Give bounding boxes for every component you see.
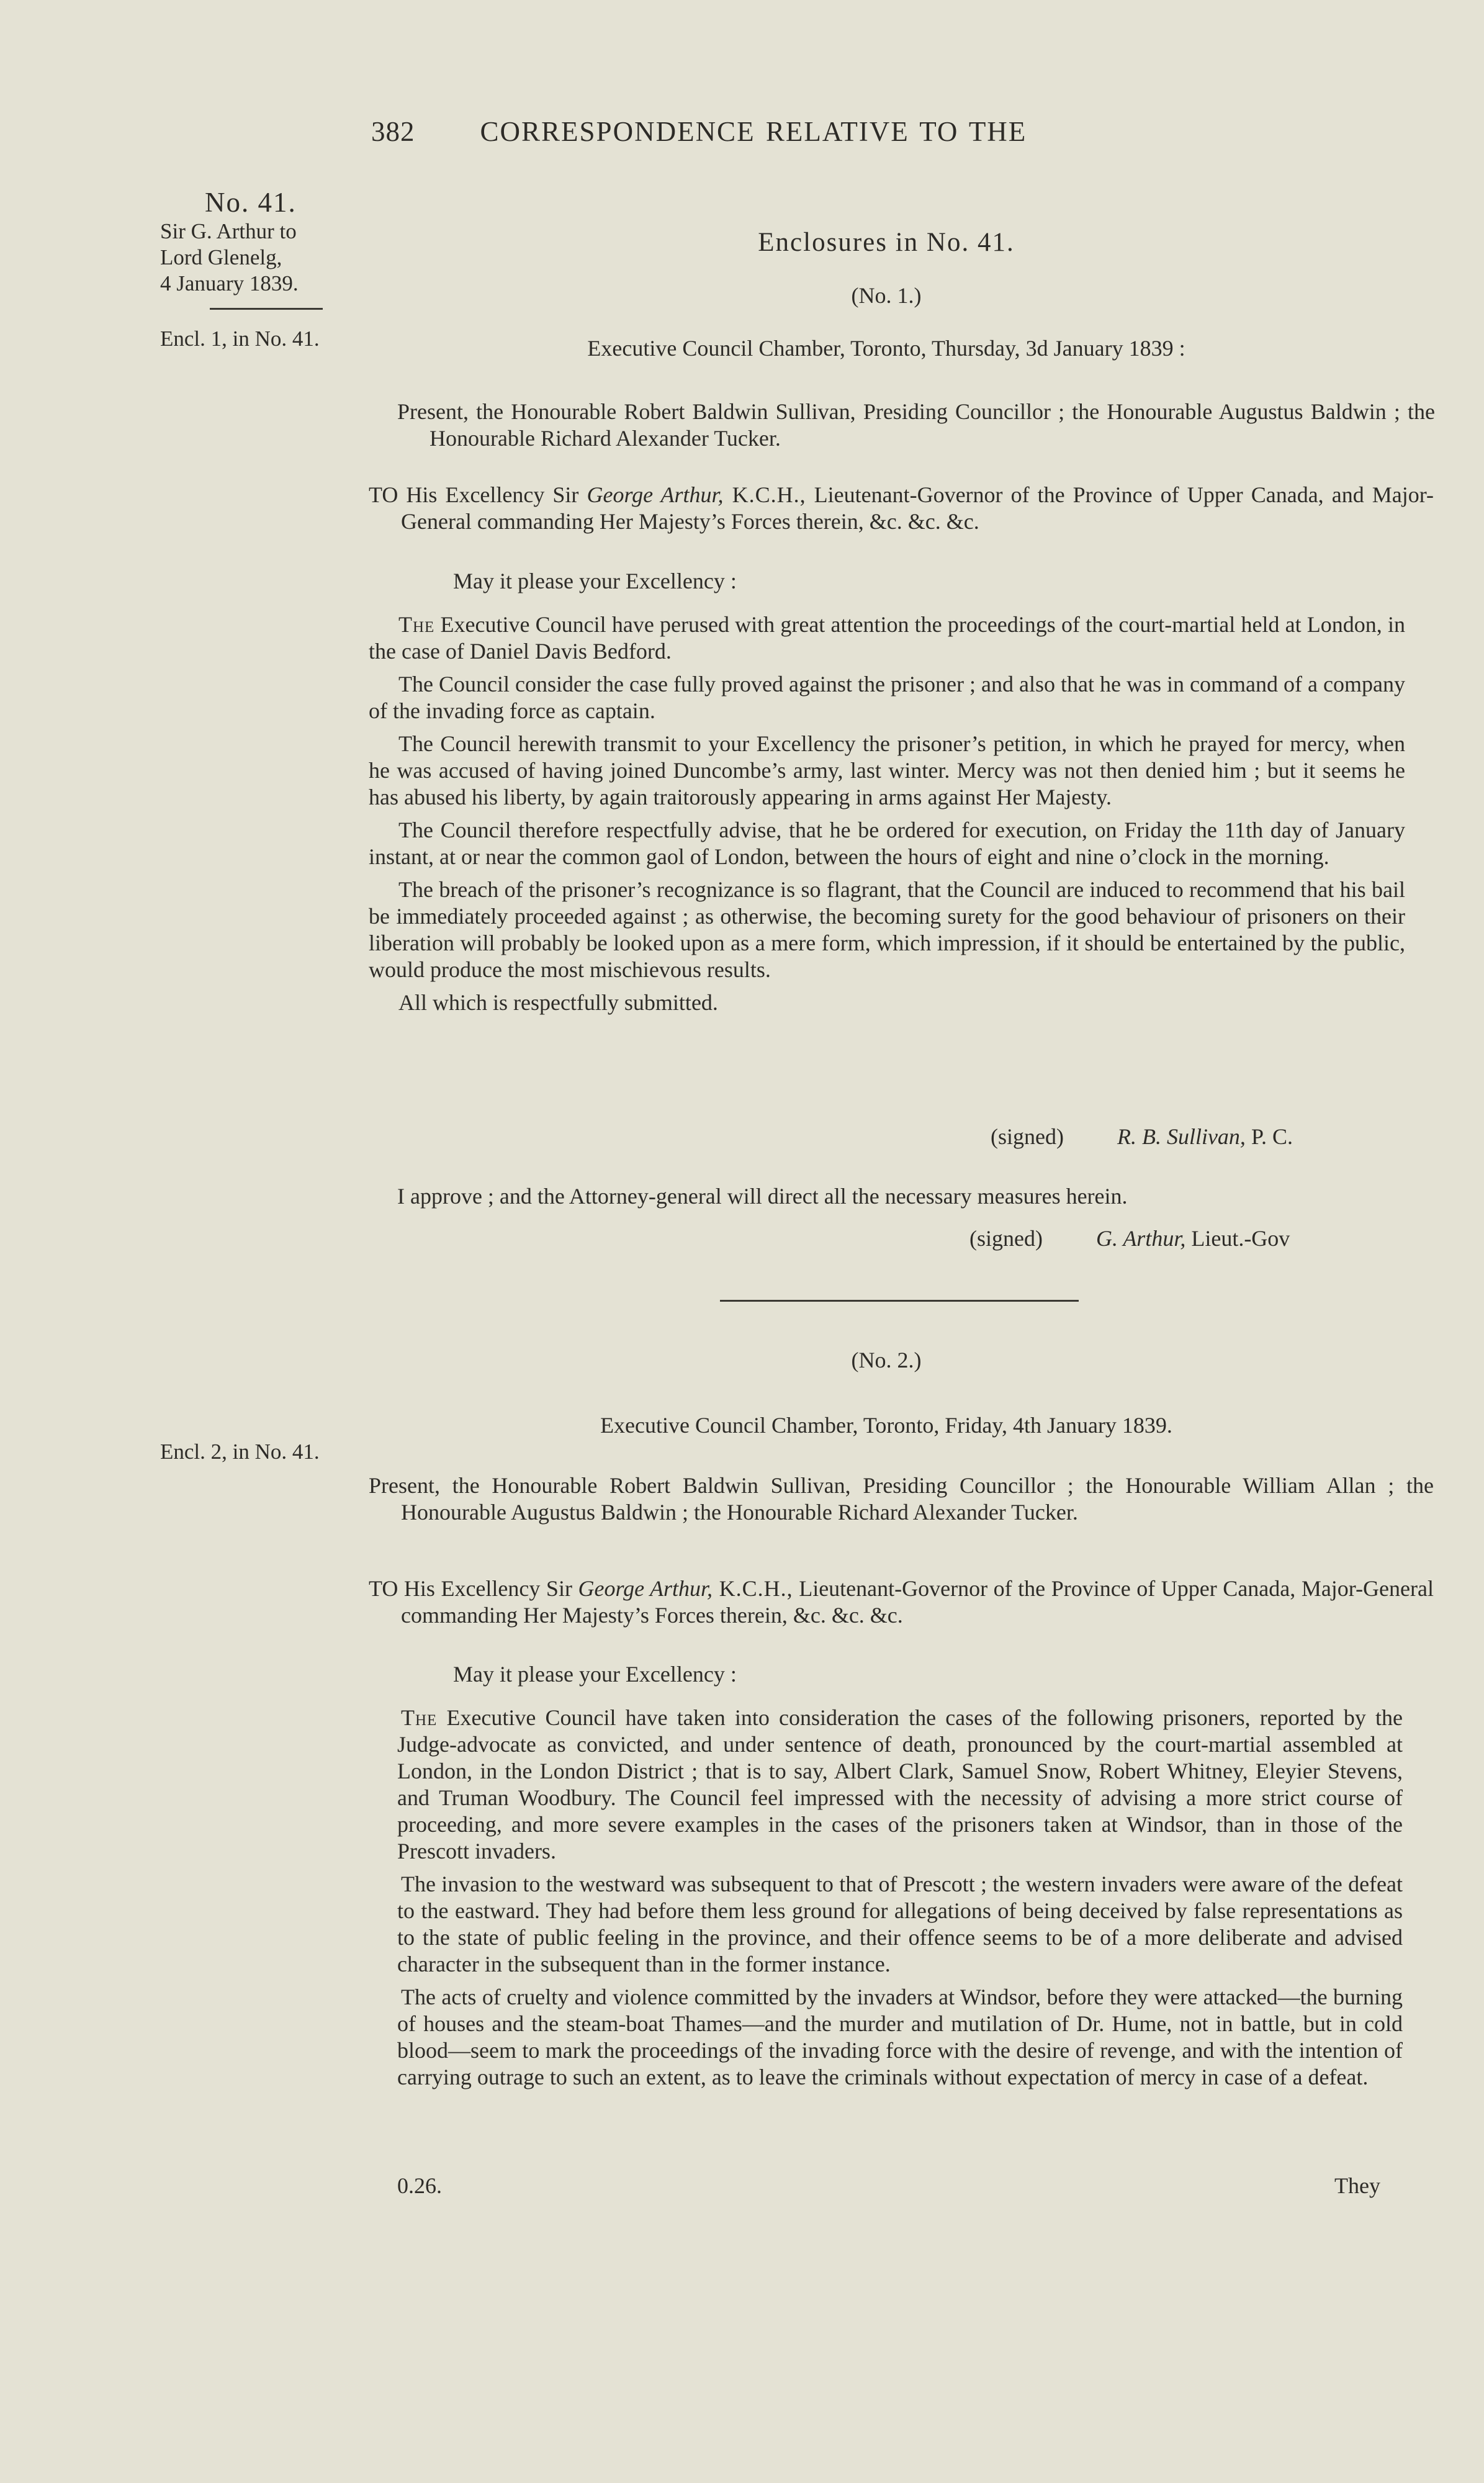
doc2-address-honours: K.C.H., bbox=[713, 1576, 793, 1601]
section-separator bbox=[720, 1300, 1079, 1302]
doc2-p1-text: Executive Council have taken into consideration the cases of the following prisoners, reported by the Judge-advocate as convicted, and under sentence of death, pronounced by the court-martial assembled at London, in the London District ; that is to say, Albert Clark, Samuel Snow, Robert Whitney, Eleyier Stevens, and Truman Woodbury. The Council feel impressed with the necessity of advising a more strict course of proceeding, and more severe examples in the cases of the prisoners taken at Windsor, than in those of the Prescott invaders. bbox=[397, 1705, 1403, 1863]
page-number: 382 bbox=[371, 116, 415, 147]
margin-note-to: Lord Glenelg, bbox=[160, 245, 282, 269]
doc1-body bbox=[369, 611, 1405, 1022]
doc1-address-prefix: TO His Excellency Sir bbox=[369, 482, 587, 507]
margin-note-encl1: Encl. 1, in No. 41. bbox=[160, 327, 320, 351]
doc2-address-suffix: Lieutenant-Governor of the Province of Upper Canada, Major-General commanding Her Majesty’s Forces therein, &c. &c. &c. bbox=[401, 1576, 1434, 1628]
doc1-approval-signature bbox=[969, 1225, 1290, 1252]
doc2-paragraph bbox=[397, 1705, 1403, 1865]
doc1-paragraph: The Council therefore respectfully advise, that he be ordered for execution, on Friday the 11th day of January instant, at or near the common gaol of London, between the hours of eight and nine o’clock in the morning. bbox=[369, 818, 1405, 869]
doc1-number: (No. 1.) bbox=[851, 283, 922, 308]
doc2-address-name: George Arthur, bbox=[578, 1576, 713, 1601]
doc1-paragraph: The Council consider the case fully proved against the prisoner ; and also that he was in command of a company of the invading force as captain. bbox=[369, 672, 1405, 723]
catchword: They bbox=[1334, 2173, 1380, 2198]
enclosures-title: Enclosures in No. 41. bbox=[758, 228, 1015, 257]
doc2-address-prefix: TO His Excellency Sir bbox=[369, 1576, 578, 1601]
margin-note-encl2: Encl. 2, in No. 41. bbox=[160, 1440, 320, 1464]
doc1-paragraph bbox=[369, 611, 1405, 665]
doc1-dateline: Executive Council Chamber, Toronto, Thursday, 3d January 1839 : bbox=[587, 336, 1185, 361]
doc2-salutation: May it please your Excellency : bbox=[453, 1662, 737, 1687]
running-header bbox=[371, 115, 1203, 148]
doc1-address bbox=[369, 482, 1434, 535]
signature-mark: 0.26. bbox=[397, 2173, 442, 2198]
doc1-p1-text: Executive Council have perused with great attention the proceedings of the court-martial held at London, in the case of Daniel Davis Bedford. bbox=[369, 612, 1405, 664]
doc2-paragraph: The acts of cruelty and violence committed by the invaders at Windsor, before they were attacked—the burning of houses and the steam-boat Thames—and the murder and mutilation of Dr. Hume, not in battle, but in cold blood—seem to mark the proceedings of the invading force with the desire of revenge, and with the intention of carrying outrage to such an extent, as to leave the criminals without expectation of mercy in case of a defeat. bbox=[397, 1985, 1403, 2089]
doc2-number: (No. 2.) bbox=[851, 1348, 922, 1372]
doc2-body bbox=[397, 1705, 1403, 2097]
doc1-address-suffix: Lieutenant-Governor of the Province of Upper Canada, and Major-General commanding Her Majesty’s Forces therein, &c. &c. &c. bbox=[401, 482, 1434, 534]
doc1-signatory-title: P. C. bbox=[1245, 1124, 1293, 1149]
margin-note-date: 4 January 1839. bbox=[160, 271, 299, 295]
doc2-paragraph: The invasion to the westward was subsequent to that of Prescott ; the western invaders were aware of the defeat to the eastward. They had before them less ground for allegations of being deceived by false representations as to the state of public feeling in the province, and their offence seems to be of a more deliberate and advised character in the subsequent than in the former instance. bbox=[397, 1872, 1403, 1976]
doc1-p1-lead: The bbox=[398, 612, 435, 637]
doc2-present: Present, the Honourable Robert Baldwin Sullivan, Presiding Councillor ; the Honourable William Allan ; the Honourable Augustus Baldwin ; the Honourable Richard Alexander Tucker. bbox=[369, 1473, 1434, 1525]
margin-note-number: No. 41. bbox=[205, 187, 297, 218]
margin-note-from: Sir G. Arthur to bbox=[160, 219, 297, 243]
running-title: CORRESPONDENCE RELATIVE TO THE bbox=[480, 116, 1027, 147]
doc2-address bbox=[369, 1575, 1434, 1629]
doc1-signed-label: (signed) bbox=[991, 1124, 1064, 1149]
doc1-signature bbox=[991, 1124, 1293, 1150]
doc1-approval-signatory-title: Lieut.-Gov bbox=[1185, 1226, 1290, 1251]
doc1-paragraph: The breach of the prisoner’s recognizance is so flagrant, that the Council are induced to recommend that his bail be immediately proceeded against ; as otherwise, the becoming surety for the good behaviour of prisoners on their liberation will probably be looked upon as a mere form, which impression, if it should be entertained by the public, would produce the most mischievous results. bbox=[369, 877, 1405, 982]
doc1-address-name: George Arthur, bbox=[587, 482, 724, 507]
doc1-paragraph: The Council herewith transmit to your Excellency the prisoner’s petition, in which he prayed for mercy, when he was accused of having joined Duncombe’s army, last winter. Mercy was not then denied him ; but it seems he has abused his liberty, by again traitorously appearing in arms against Her Majesty. bbox=[369, 731, 1405, 809]
doc1-approval-signatory: G. Arthur, bbox=[1095, 1226, 1186, 1251]
doc1-salutation: May it please your Excellency : bbox=[453, 569, 737, 593]
doc1-paragraph: All which is respectfully submitted. bbox=[398, 990, 718, 1015]
doc2-dateline: Executive Council Chamber, Toronto, Friday, 4th January 1839. bbox=[600, 1413, 1172, 1438]
doc2-p1-lead: The bbox=[401, 1705, 438, 1730]
margin-note-rule bbox=[210, 308, 323, 310]
margin-note-letter bbox=[160, 186, 365, 310]
doc1-approval: I approve ; and the Attorney-general will direct all the necessary measures herein. bbox=[397, 1184, 1128, 1209]
doc1-address-honours: K.C.H., bbox=[723, 482, 806, 507]
doc1-approval-signed-label: (signed) bbox=[969, 1226, 1043, 1251]
doc1-signatory: R. B. Sullivan, bbox=[1117, 1124, 1246, 1149]
doc1-present: Present, the Honourable Robert Baldwin Sullivan, Presiding Councillor ; the Honourable Augustus Baldwin ; the Honourable Richard Alexander Tucker. bbox=[397, 399, 1435, 451]
